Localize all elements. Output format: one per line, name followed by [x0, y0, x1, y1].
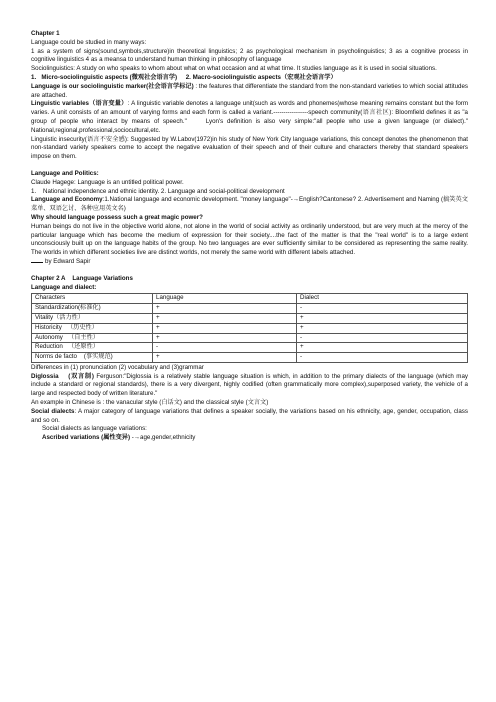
attribution-blank — [31, 262, 43, 263]
table-cell: + — [153, 313, 297, 323]
table-cell: Autonomy （自主性） — [32, 333, 153, 343]
language-dialect-subtitle: Language and dialect: — [31, 283, 97, 291]
ascribed-term: Ascribed variations (属性变异) — [42, 434, 131, 442]
social-dialects-term: Social dialects — [31, 407, 75, 415]
chinese-example: An example in Chinese is : the vanacular style (白话文) and the classical style (文言文) — [31, 399, 269, 407]
social-dialects-paragraph — [31, 408, 468, 426]
marker-term: Language is our sociolinguistic marker(社会语言学标记) — [31, 82, 194, 90]
linguistic-insecurity-paragraph: Linguistic insecurity(语言不安全感): Suggested by W.Labov(1972)in his study of New York City language variations, this concept denotes the phenomenon that non-standard variety speakers come to accept the negative evaluation of their speech and of their culture and characters thereby that standard speakers impose on them. — [31, 135, 468, 161]
table-row — [32, 313, 468, 323]
diglossia-text: Ferguson:"Diglossia is a relatively stable language situation is which, in addition to the primary dialects of the language (which may include a standard or regional standards), there is a very divergent, highly codified (often grammatically more complex),superposed variety, the vehicle of a large and respected body of written literature." — [31, 372, 468, 398]
table-header-row — [32, 294, 468, 304]
column-header: Dialect — [297, 294, 468, 304]
politics-points: 1. National independence and ethnic identity. 2. Language and social-political development — [31, 187, 285, 195]
sapir-quote: Human beings do not live in the objective world alone, not alone in the world of social activity as ordinarily understood, but are very much at the mercy of the particular language which has become the medium of expression for their society....the fact of the matter is that the "real world" is to a large extent unconsciously built up on the language habits of the group. No two languages are ever sufficiently similar to be considered as representing the same reality. The worlds in which different societies live are distinct worlds, not merely the same world with different labels attached. — [31, 222, 468, 257]
social-variations-line: Social dialects as language variations: — [42, 425, 147, 433]
table-cell: + — [153, 353, 297, 363]
magic-power-question: Why should language possess such a great magic power? — [31, 213, 203, 221]
hagege-quote: Claude Hagege: Language is an untitled political power. — [31, 178, 184, 186]
economy-text: :1.National language and economic development. "money language"-→English?Cantonese? 2. Advertisement and Naming (搞笑英文菜单、双语乞讨、各种应用英文名) — [31, 196, 468, 213]
sociolinguistics-definition: Sociolinguistics: A study on who speaks to whom about what on what occasion and at what time. It studies language as it is used in social situations. — [31, 65, 437, 73]
intro-line: Language could be studied in many ways: — [31, 38, 147, 46]
table-cell: + — [153, 323, 297, 333]
table-row — [32, 353, 468, 363]
table-cell: Historicity （历史性） — [32, 323, 153, 333]
differences-line: Differences in (1) pronunciation (2) vocabulary and (3)grammar — [31, 363, 204, 371]
table-row — [32, 333, 468, 343]
sociolinguistic-marker-paragraph — [31, 83, 468, 101]
economy-term: Language and Economy — [31, 196, 103, 204]
chapter-2-title: Chapter 2 A Language Variations — [31, 274, 133, 282]
column-header: Characters — [32, 294, 153, 304]
politics-title: Language and Politics: — [31, 169, 99, 177]
table-cell: - — [297, 333, 468, 343]
table-cell: - — [297, 353, 468, 363]
diglossia-paragraph — [31, 373, 468, 399]
column-header: Language — [153, 294, 297, 304]
table-cell: + — [297, 323, 468, 333]
ascribed-text: -→age,gender,ethnicity — [130, 434, 196, 442]
diglossia-term: Diglossia (双言制) — [31, 372, 94, 380]
economy-paragraph — [31, 196, 468, 214]
table-cell: + — [297, 313, 468, 323]
table-cell: Reduction （还原性） — [32, 343, 153, 353]
table-cell: - — [297, 304, 468, 314]
variables-term: Linguistic variables（语言变量） — [31, 100, 128, 108]
ways-paragraph: 1 as a system of signs(sound,symbols,structure)in theoretical linguistics; 2 as psychological mechanism in psycholinguistics; 3 as a cognitive process in cognitive linguistics 4 as a meansa to understand human thinking in philosophy of language — [31, 47, 468, 64]
attribution-text: by Edward Sapir — [45, 257, 91, 265]
sapir-attribution — [31, 258, 468, 267]
social-dialects-text: : A major category of language variations that defines a speaker socially, the variations based on his ethnicity, age, gender, occupation, class and so on. — [31, 407, 468, 424]
table-cell: Vitality（活力性） — [32, 313, 153, 323]
table-cell: + — [153, 333, 297, 343]
chapter-1-title: Chapter 1 — [31, 30, 60, 37]
table-cell: + — [297, 343, 468, 353]
linguistic-variables-paragraph — [31, 100, 468, 135]
table-row — [32, 304, 468, 314]
table-cell: Norms de facto (事实规范) — [32, 353, 153, 363]
ascribed-variations-line — [31, 434, 468, 443]
language-dialect-table — [31, 293, 468, 363]
marker-text: : the features that differentiate the standard from the non-standard varieties to which social attitudes are attached. — [31, 82, 468, 99]
table-row — [32, 343, 468, 353]
variables-text: : A linguistic variable denotes a language unit(such as words and phonemes)whose meaning remains constant but the form varies. A unit consists of an amount of varying forms and each form is called a variant.-----------------speech community(语言社区): Bloomfield defines it as "a group of people who interact by means of speech." Lyon's definition is also very simple:"all people who use a given language (or dialect)." National,regional,professional,sociocultural,etc. — [31, 100, 468, 134]
table-row — [32, 323, 468, 333]
table-cell: - — [153, 343, 297, 353]
aspects-heading: 1. Micro-sociolinguistic aspects (微观社会语言学) 2. Macro-sociolinguistic aspects（宏观社会语言学） — [31, 73, 337, 81]
table-cell: + — [153, 304, 297, 314]
table-cell: Standardization(标准化) — [32, 304, 153, 314]
